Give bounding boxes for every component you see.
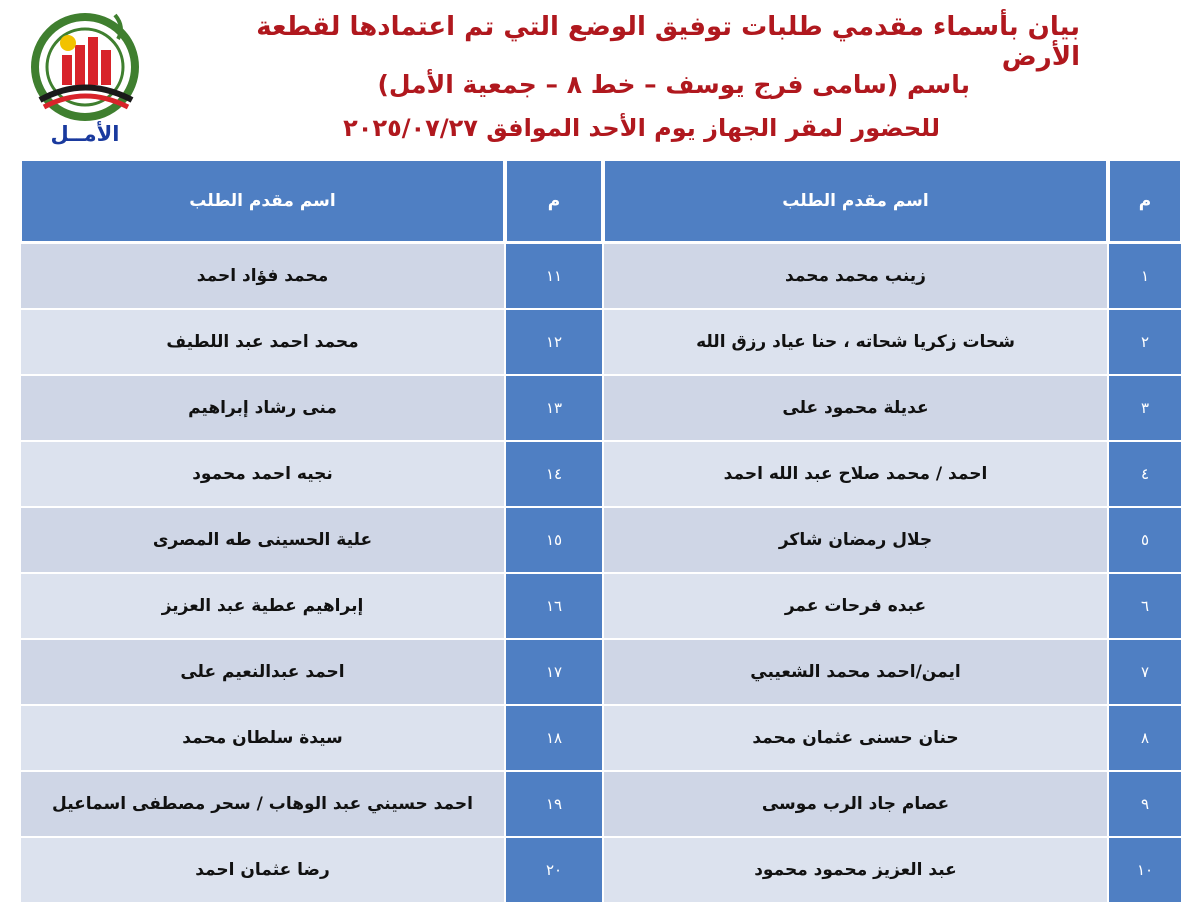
row-number: ٢٠: [506, 838, 602, 902]
applicant-name: نجيه احمد محمود: [21, 442, 504, 506]
row-number: ٩: [1109, 772, 1181, 836]
header-name-2: اسم مقدم الطلب: [21, 160, 504, 242]
document-title: بيان بأسماء مقدمي طلبات توفيق الوضع التي تم اعتمادها لقطعة الأرض: [256, 12, 1080, 72]
applicant-name: شحات زكريا شحاته ، حنا عياد رزق الله: [604, 310, 1107, 374]
header-name-1: اسم مقدم الطلب: [604, 160, 1107, 242]
row-number: ١٩: [506, 772, 602, 836]
applicant-name: عبد العزيز محمود محمود: [604, 838, 1107, 902]
row-number: ١٥: [506, 508, 602, 572]
row-number: ١٧: [506, 640, 602, 704]
row-number: ١: [1109, 244, 1181, 308]
table-row: [21, 640, 1181, 704]
applicant-name: علية الحسينى طه المصرى: [21, 508, 504, 572]
applicant-name: محمد فؤاد احمد: [21, 244, 504, 308]
table-header-row: [21, 160, 1181, 242]
applicant-name: احمد عبدالنعيم على: [21, 640, 504, 704]
applicant-name: ايمن/احمد محمد الشعيبي: [604, 640, 1107, 704]
row-number: ٨: [1109, 706, 1181, 770]
header-num-1: م: [1109, 160, 1181, 242]
row-number: ١٦: [506, 574, 602, 638]
applicant-name: عبده فرحات عمر: [604, 574, 1107, 638]
row-number: ١١: [506, 244, 602, 308]
row-number: ١٣: [506, 376, 602, 440]
applicant-name: احمد حسيني عبد الوهاب / سحر مصطفى اسماعيل: [21, 772, 504, 836]
applicant-name: جلال رمضان شاكر: [604, 508, 1107, 572]
row-number: ٧: [1109, 640, 1181, 704]
row-number: ١٨: [506, 706, 602, 770]
applicant-name: احمد / محمد صلاح عبد الله احمد: [604, 442, 1107, 506]
table-row: [21, 442, 1181, 506]
table-row: [21, 706, 1181, 770]
table-row: [21, 244, 1181, 308]
applicant-name: زينب محمد محمد: [604, 244, 1107, 308]
row-number: ٤: [1109, 442, 1181, 506]
document-subtitle: باسم (سامى فرج يوسف – خط ٨ – جمعية الأمل): [377, 70, 970, 99]
applicant-name: إبراهيم عطية عبد العزيز: [21, 574, 504, 638]
applicant-name: محمد احمد عبد اللطيف: [21, 310, 504, 374]
applicants-table: [19, 158, 1179, 888]
applicant-name: منى رشاد إبراهيم: [21, 376, 504, 440]
applicant-name: عصام جاد الرب موسى: [604, 772, 1107, 836]
table-row: [21, 508, 1181, 572]
applicant-name: عديلة محمود على: [604, 376, 1107, 440]
applicant-name: رضا عثمان احمد: [21, 838, 504, 902]
table-row: [21, 574, 1181, 638]
row-number: ٣: [1109, 376, 1181, 440]
table-row: [21, 310, 1181, 374]
row-number: ١٤: [506, 442, 602, 506]
table-row: [21, 838, 1181, 902]
table-row: [21, 376, 1181, 440]
row-number: ٦: [1109, 574, 1181, 638]
applicant-name: حنان حسنى عثمان محمد: [604, 706, 1107, 770]
row-number: ٥: [1109, 508, 1181, 572]
header-num-2: م: [506, 160, 602, 242]
row-number: ٢: [1109, 310, 1181, 374]
gear-logo-icon: [20, 5, 150, 125]
applicant-name: سيدة سلطان محمد: [21, 706, 504, 770]
table-row: [21, 772, 1181, 836]
document-date-line: للحضور لمقر الجهاز يوم الأحد الموافق ٢٠٢٥/٠٧/٢٧: [343, 114, 940, 142]
row-number: ١٠: [1109, 838, 1181, 902]
document-header: [200, 8, 1090, 148]
row-number: ١٢: [506, 310, 602, 374]
logo-text: الأمــل: [50, 122, 120, 146]
